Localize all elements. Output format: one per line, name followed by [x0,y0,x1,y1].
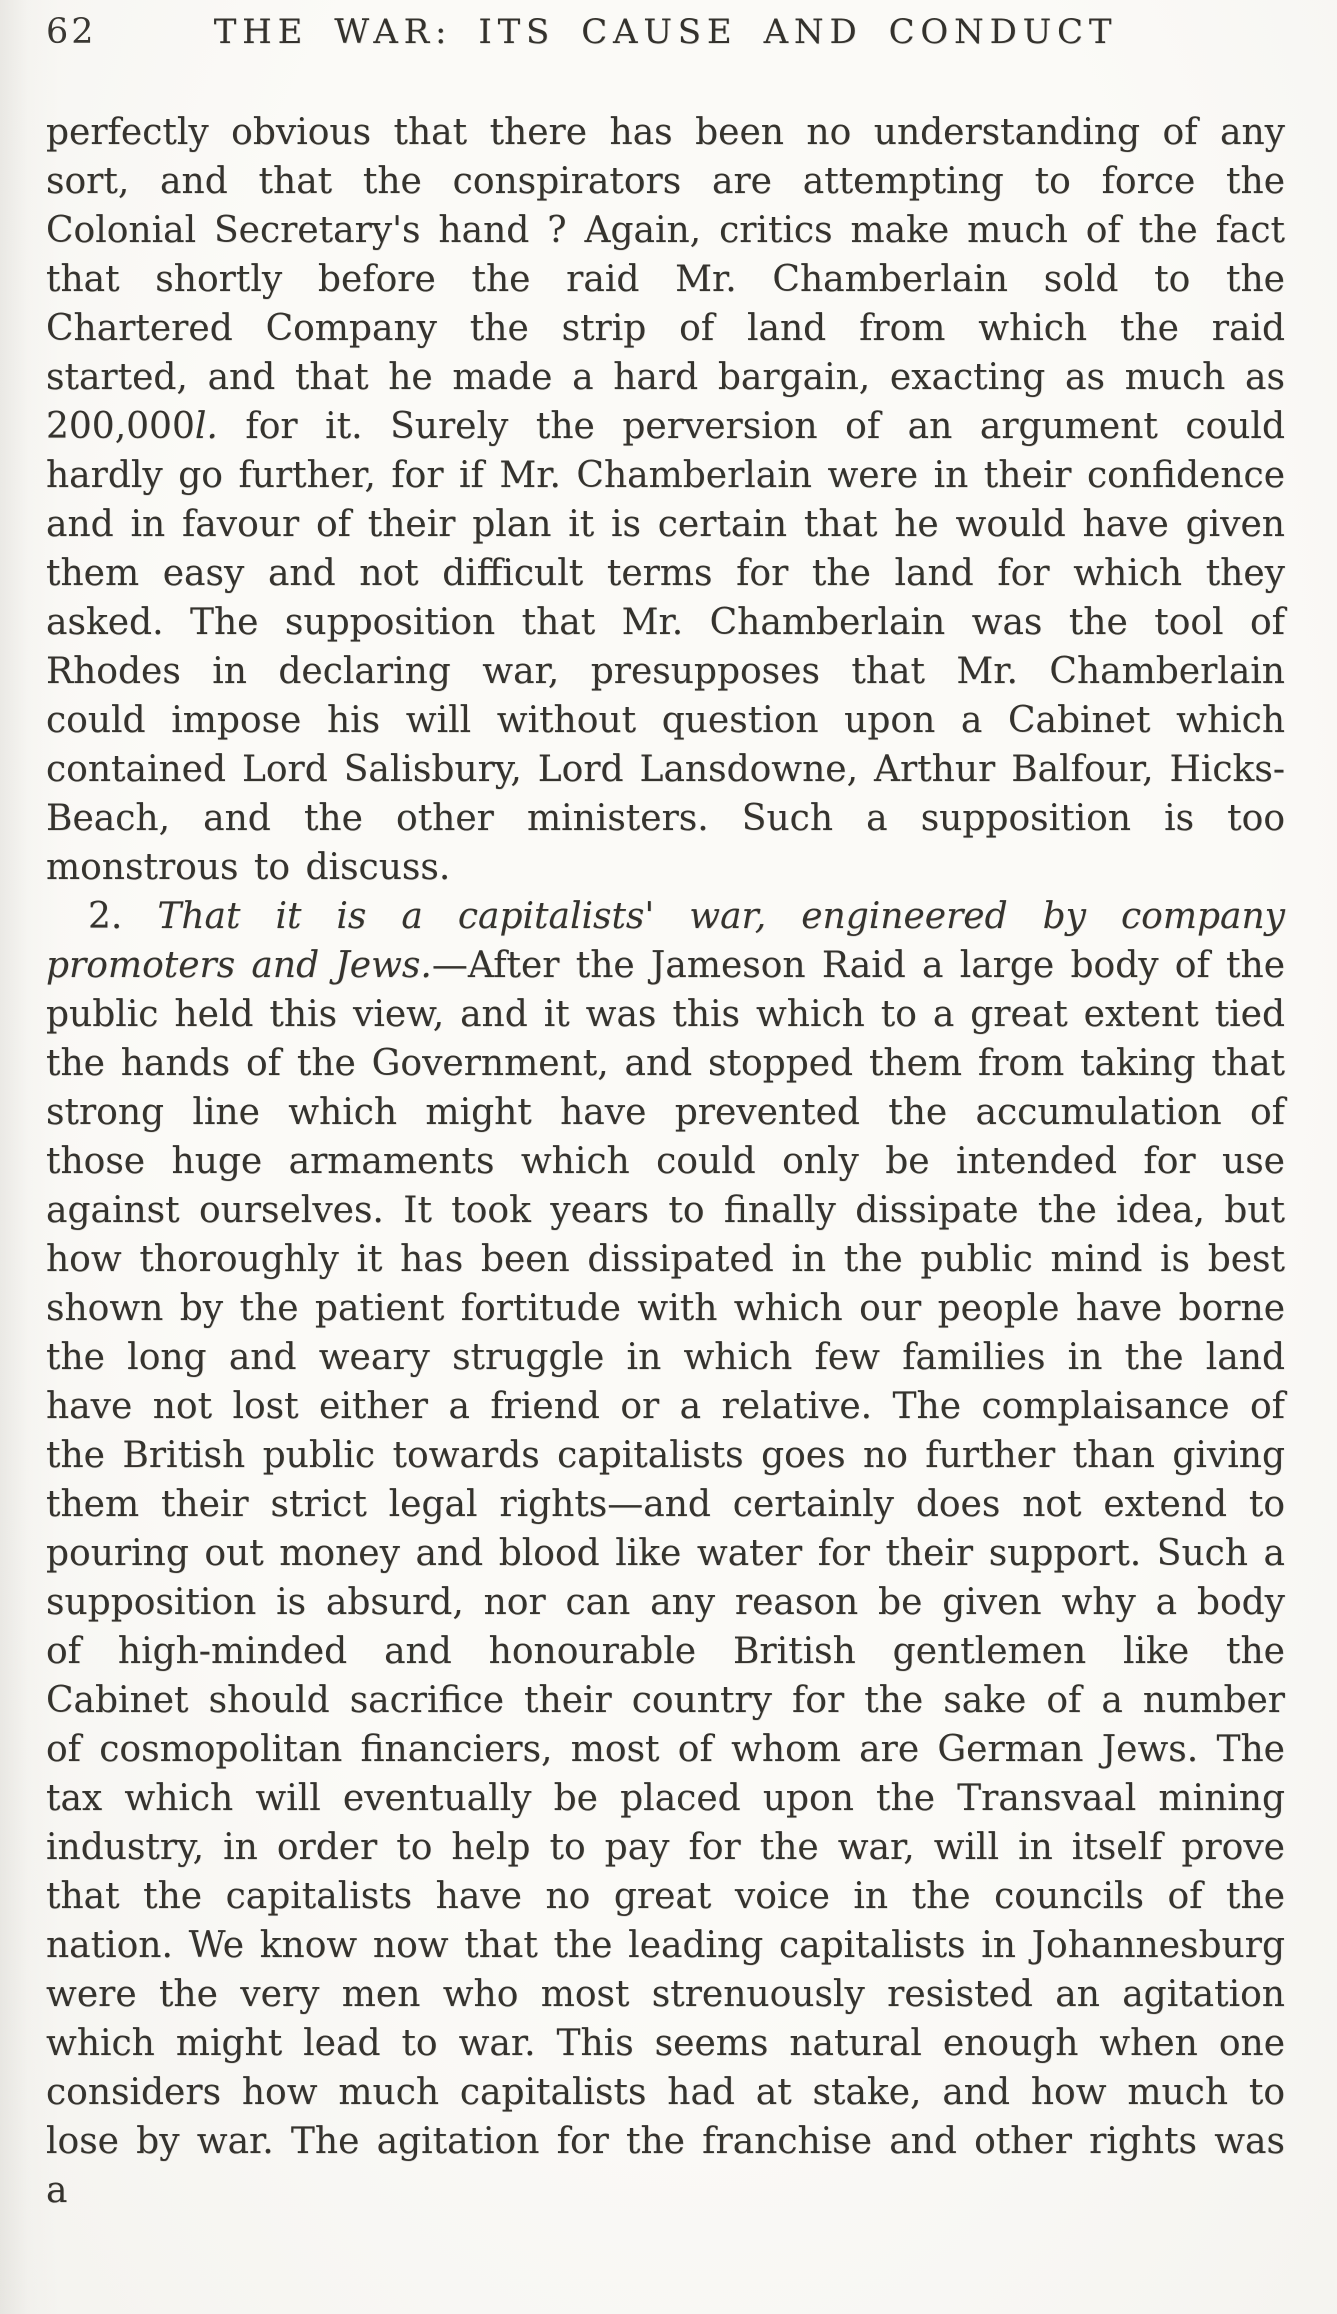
text-block [46,108,1285,2215]
list-item-number: 2. [88,896,158,937]
paragraph-2 [46,892,1285,2215]
paragraph-continuation [46,108,1285,892]
running-head-title: THE WAR: ITS CAUSE AND CONDUCT [213,12,1118,52]
page-header [46,12,1285,64]
proposition-title-italic: That it is a capitalists' war, engineered by company promoters and Jews. [46,896,1285,986]
pound-abbreviation-italic: l. [194,406,218,447]
paragraph-2-text: —After the Jameson Raid a large body of the public held this view, and it was this which to a great extent tied the hands of the Government, and stopped them from taking that strong line which might have prevented the accumulation of those huge armaments which could only be intended for use against ourselves. It took years to finally dissipate the idea, but how thoroughly it has been dissipated in the public mind is best shown by the patient fortitude with which our people have borne the long and weary struggle in which few families in the land have not lost either a friend or a relative. The complaisance of the British public towards capitalists goes no further than giving them their strict legal rights—and certainly does not extend to pouring out money and blood like water for their support. Such a supposition is absurd, nor can any reason be given why a body of high-minded and honourable British gentlemen like the Cabinet should sacrifice their country for the sake of a number of cosmopolitan financiers, most of whom are German Jews. The tax which will eventually be placed upon the Transvaal mining industry, in order to help to pay for the war, will in itself prove that the capitalists have no great voice in the councils of the nation. We know now that the leading capitalists in Johannesburg were the very men who most strenuously resisted an agitation which might lead to war. This seems natural enough when one considers how much capitalists had at stake, and how much to lose by war. The agitation for the franchise and other rights was a [46,945,1285,2211]
paragraph-1-text: perfectly obvious that there has been no understanding of any sort, and that the conspirators are attempting to force the Colonial Secretary's hand ? Again, critics make much of the fact that shortly before the raid Mr. Chamberlain sold to the Chartered Company the strip of land from which the raid started, and that he made a hard bargain, exacting as much as 200,000 [46,112,1285,447]
page-number: 62 [46,12,97,52]
paragraph-1-text-continued: for it. Surely the perversion of an argument could hardly go further, for if Mr. Chamberlain were in their confidence and in favour of their plan it is certain that he would have given them easy and not difficult terms for the land for which they asked. The supposition that Mr. Chamberlain was the tool of Rhodes in declaring war, presupposes that Mr. Chamberlain could impose his will without question upon a Cabinet which contained Lord Salisbury, Lord Lansdowne, Arthur Balfour, Hicks-Beach, and the other ministers. Such a supposition is too monstrous to discuss. [46,406,1285,888]
